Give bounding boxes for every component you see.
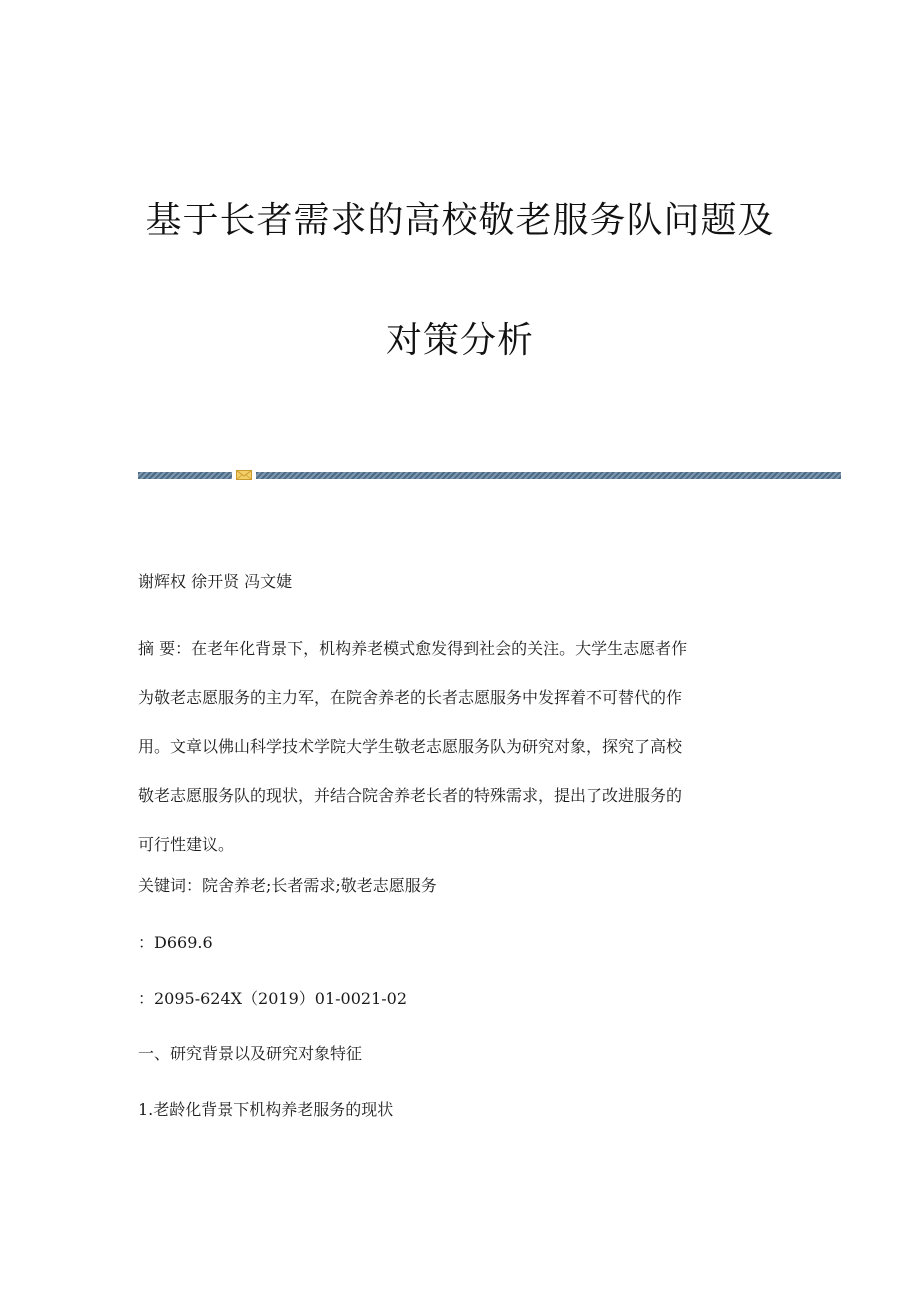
article-number: ：2095-624X（2019）01-0021-02 (138, 989, 408, 1008)
page-title-line-1: 基于长者需求的高校敬老服务队问题及 (145, 200, 775, 241)
abstract-line: 用。文章以佛山科学技术学院大学生敬老志愿服务队为研究对象，探究了高校 (138, 737, 683, 756)
envelope-emblem-icon (236, 469, 252, 481)
subsection-heading: 1.老龄化背景下机构养老服务的现状 (138, 1100, 394, 1119)
abstract-line: 摘 要：在老年化背景下，机构养老模式愈发得到社会的关注。大学生志愿者作 (138, 639, 688, 658)
page-title-line-2: 对策分析 (385, 320, 534, 361)
abstract-line: 可行性建议。 (138, 835, 235, 854)
abstract-line: 为敬老志愿服务的主力军，在院舍养老的长者志愿服务中发挥着不可替代的作 (138, 688, 683, 707)
divider-bar-right (256, 472, 841, 479)
authors: 谢辉权 徐开贤 冯文婕 (138, 572, 293, 591)
keywords: 关键词：院舍养老;长者需求;敬老志愿服务 (138, 876, 437, 895)
divider-bar-left (138, 472, 232, 479)
abstract (138, 624, 778, 869)
title-divider (138, 469, 841, 481)
abstract-line: 敬老志愿服务队的现状，并结合院舍养老长者的特殊需求，提出了改进服务的 (138, 786, 683, 805)
classification-number: ：D669.6 (138, 933, 213, 952)
section-heading: 一、研究背景以及研究对象特征 (138, 1044, 363, 1063)
